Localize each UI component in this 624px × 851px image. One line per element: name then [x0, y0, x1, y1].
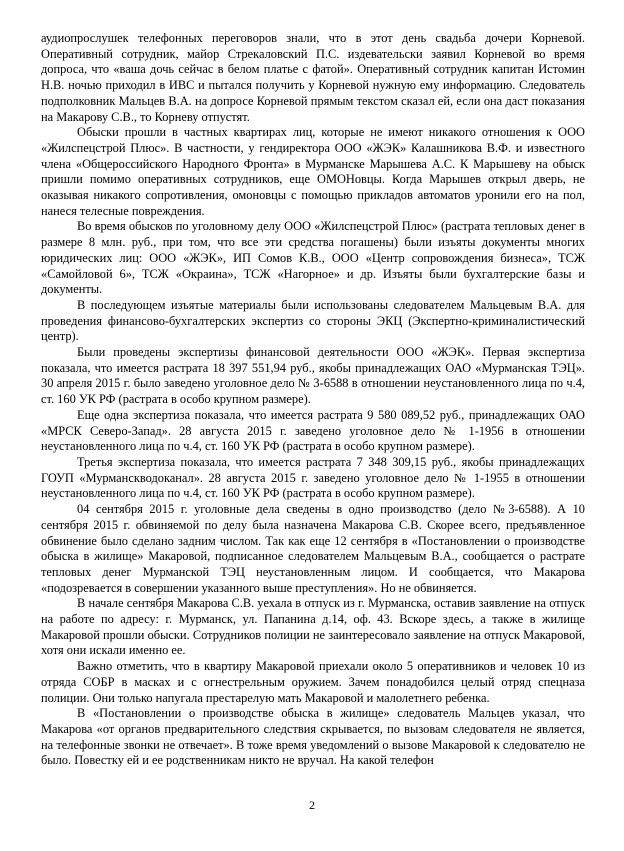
paragraph: В последующем изъятые материалы были использованы следователем Мальцевым В.А. для проведения финансово-бухгалтерских экспертиз со стороны ЭКЦ (Экспертно-криминалистический центр). [41, 297, 585, 344]
paragraph: Третья экспертиза показала, что имеется растрата 7 348 309,15 руб., якобы принадлежащих ГОУП «Мурманскводоканал». 28 августа 2015 г. заведено уголовное дело № 1-1955 в отношении неустановленного лица по ч.4, ст. 160 УК РФ (растрата в особо крупном размере). [41, 454, 585, 501]
paragraph: Еще одна экспертиза показала, что имеется растрата 9 580 089,52 руб., принадлежащих ОАО «МРСК Северо-Запад». 28 августа 2015 г. заведено уголовное дело № 1-1956 в отношении неустановленного лица по ч.4, ст. 160 УК РФ (растрата в особо крупном размере). [41, 407, 585, 454]
page-number: 2 [309, 798, 315, 812]
paragraph: Обыски прошли в частных квартирах лиц, которые не имеют никакого отношения к ООО «Жилспецстрой Плюс». В частности, у гендиректора ООО «ЖЭК» Калашникова В.Ф. и известного члена «Общероссийского Народного Фронта» в Мурманске Марышева А.С. К Марышеву на обыск пришли помимо оперативных сотрудников, еще ОМОНовцы. Когда Марышев открыл дверь, не оказывая никакого сопротивления, омоновцы с помощью прикладов автоматов уронили его на пол, нанеся телесные повреждения. [41, 125, 585, 218]
paragraph: В начале сентября Макарова С.В. уехала в отпуск из г. Мурманска, оставив заявление на отпуск на работе по адресу: г. Мурманск, ул. Папанина д.14, оф. 43. Вскоре здесь, а также в жилище Макаровой прошли обыски. Сотрудников полиции не заинтересовало заявление на отпуск Макаровой, хотя они искали именно ее. [41, 596, 585, 658]
paragraph: Важно отметить, что в квартиру Макаровой приехали около 5 оперативников и человек 10 из отряда СОБР в масках и с огнестрельным оружием. Зачем понадобился целый отряд спецназа полиции. Они только напугала престарелую мать Макаровой и малолетнего ребенка. [41, 659, 585, 705]
paragraph: Во время обысков по уголовному делу ООО «Жилспецстрой Плюс» (растрата тепловых денег в размере 8 млн. руб., при том, что все эти средства погашены) были изъяты документы многих юридических лиц: ООО «ЖЭК», ИП Сомов К.В., ООО «Центр сопровождения бизнеса», ТСЖ «Самойловой 6», ТСЖ «Окраина», ТСЖ «Нагорное» и др. Изъяты были бухгалтерские базы и документы. [41, 219, 585, 297]
body-text [41, 31, 585, 769]
paragraph: Были проведены экспертизы финансовой деятельности ООО «ЖЭК». Первая экспертиза показала, что имеется растрата 18 397 551,94 руб., якобы принадлежащих ОАО «Мурманская ТЭЦ». 30 апреля 2015 г. было заведено уголовное дело № 3-6588 в отношении неустановленного лица по ч.4, ст. 160 УК РФ (растрата в особо крупном размере). [41, 345, 585, 407]
paragraph: аудиопрослушек телефонных переговоров знали, что в этот день свадьба дочери Корневой. Оперативный сотрудник, майор Стрекаловский П.С. издевательски заявил Корневой во время допроса, что «ваша дочь сейчас в белом платье с фатой». Оперативный сотрудник капитан Истомин Н.В. ночью приходил в ИВС и пытался получить у Корневой нужную ему информацию. Следователь подполковник Мальцев В.А. на допросе Корневой прямым текстом сказал ей, если она даст показания на Макарову С.В., то Корневу отпустят. [41, 31, 585, 124]
paragraph: В «Постановлении о производстве обыска в жилище» следователь Мальцев указал, что Макарова «от органов предварительного следствия скрывается, по вызовам следователя не является, на телефонные звонки не отвечает». В тоже время уведомлений о вызове Макаровой к следователю не было. Повестку ей и ее родственникам никто не вручал. На какой телефон [41, 706, 585, 768]
paragraph: 04 сентября 2015 г. уголовные дела сведены в одно производство (дело №3-6588). А 10 сентября 2015 г. обвиняемой по делу была назначена Макарова С.В. Скорее всего, предъявленное обвинение было сделано задним числом. Так как еще 12 сентября в «Постановлении о производстве обыска в жилище» Макаровой, подписанное следователем Мальцевым В.А., сообщается о растрате тепловых денег Мурманской ТЭЦ неустановленным лицом. И сообщается, что Макарова «подозревается в совершении указанного выше преступления». Но не обвиняется. [41, 502, 585, 595]
